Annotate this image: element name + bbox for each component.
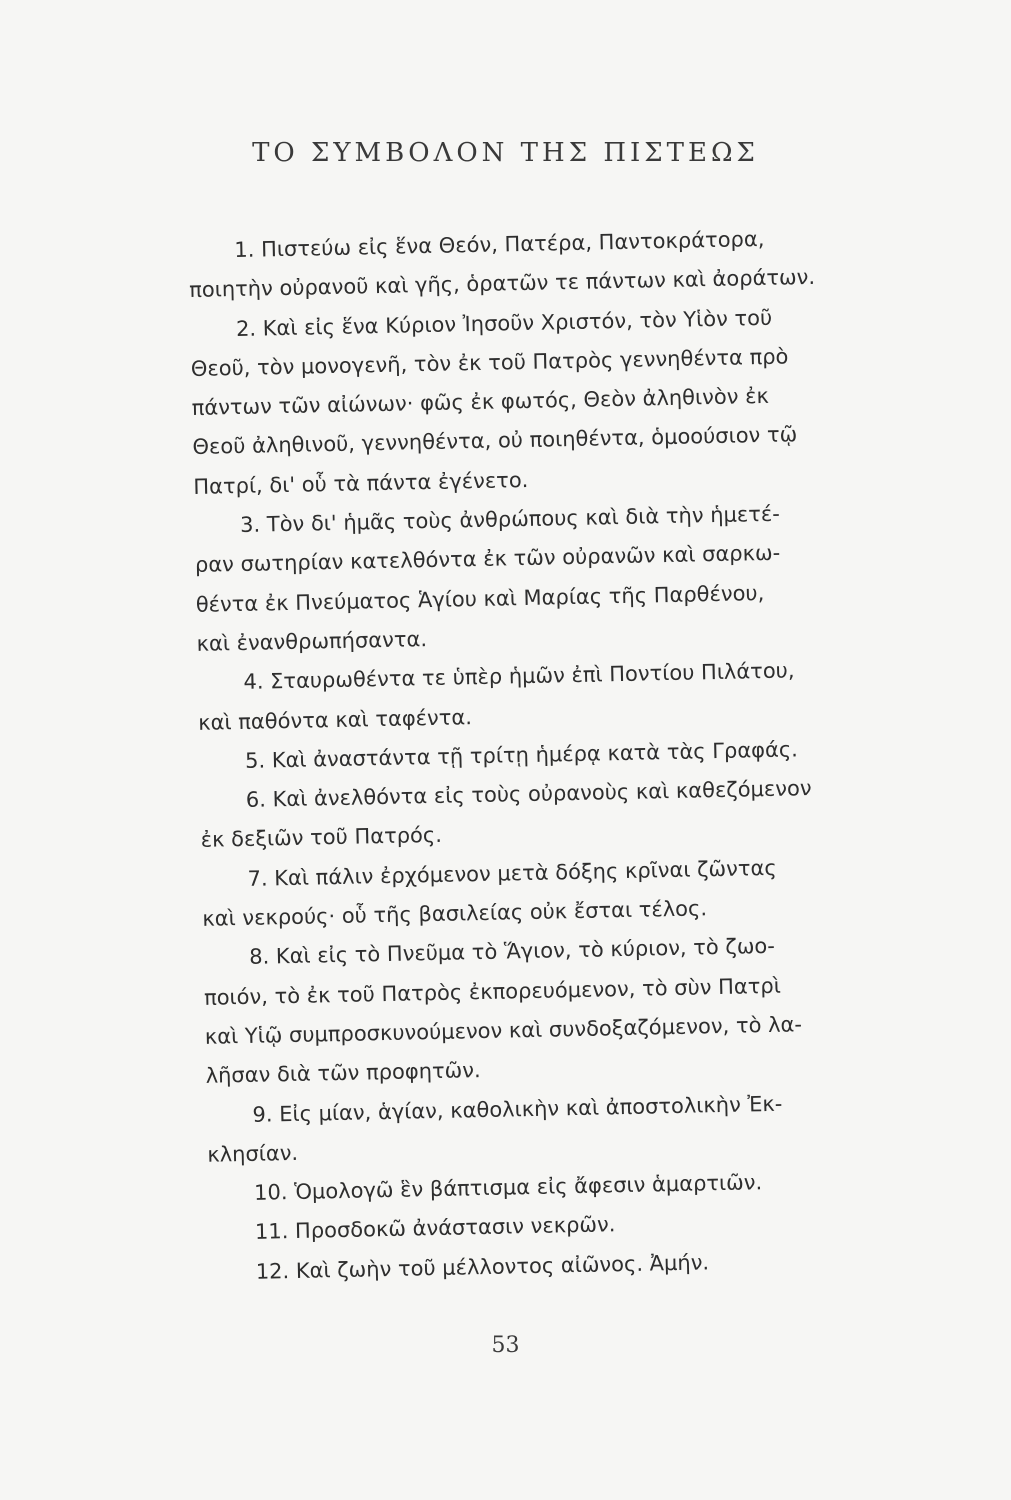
- text-line: λῆσαν διὰ τῶν προφητῶν.: [205, 1058, 481, 1089]
- text-line: ποιητὴν οὐρανοῦ καὶ γῆς, ὁρατῶν τε πάντων καὶ ἀοράτων.: [188, 265, 816, 303]
- page-number: 53: [491, 1333, 520, 1358]
- text-line: 2. Καὶ εἰς ἕνα Κύριον Ἰησοῦν Χριστόν, τὸν Υἱὸν τοῦ: [235, 305, 773, 341]
- text-line: 4. Σταυρωθέντα τε ὑπὲρ ἡμῶν ἐπὶ Ποντίου Πιλάτου,: [243, 658, 795, 695]
- text-line: θέντα ἐκ Πνεύματος Ἁγίου καὶ Μαρίας τῆς Παρθένου,: [195, 580, 765, 617]
- text-line: Θεοῦ ἀληθινοῦ, γεννηθέντα, οὐ ποιηθέντα, ὁμοούσιον τῷ: [192, 422, 798, 460]
- text-line: ραν σωτηρίαν κατελθόντα ἐκ τῶν οὐρανῶν καὶ σαρκω-: [194, 541, 781, 578]
- text-line: καὶ Υἱῷ συμπροσκυνούμενον καὶ συνδοξαζόμενον, τὸ λα-: [204, 1012, 803, 1049]
- text-line: κλησίαν.: [207, 1140, 299, 1167]
- text-line: 10. Ὁμολογῶ ἓν βάπτισμα εἰς ἄφεσιν ἁμαρτιῶν.: [253, 1170, 763, 1205]
- text-line: 12. Καὶ ζωὴν τοῦ μέλλοντος αἰῶνος. Ἀμήν.: [255, 1250, 710, 1284]
- text-line: 6. Καὶ ἀνελθόντα εἰς τοὺς οὐρανοὺς καὶ καθεζόμενον: [245, 776, 812, 813]
- text-line: Πατρί, δι' οὗ τὰ πάντα ἐγένετο.: [193, 467, 529, 499]
- text-line: 7. Καὶ πάλιν ἐρχόμενον μετὰ δόξης κρῖναι ζῶντας: [247, 855, 777, 891]
- text-line: 11. Προσδοκῶ ἀνάστασιν νεκρῶν.: [254, 1212, 616, 1245]
- text-line: πάντων τῶν αἰώνων· φῶς ἐκ φωτός, Θεὸν ἀληθινὸν ἐκ: [191, 384, 770, 421]
- text-line: ποιόν, τὸ ἐκ τοῦ Πατρὸς ἐκπορευόμενον, τὸ σὺν Πατρὶ: [203, 973, 782, 1010]
- text-line: 8. Καὶ εἰς τὸ Πνεῦμα τὸ Ἅγιον, τὸ κύριον, τὸ ζωο-: [248, 934, 776, 970]
- text-line: καὶ παθόντα καὶ ταφέντα.: [198, 704, 473, 735]
- text-line: ἐκ δεξιῶν τοῦ Πατρός.: [200, 823, 443, 853]
- creed-text: [188, 218, 870, 1293]
- text-line: καὶ νεκρούς· οὗ τῆς βασιλείας οὐκ ἔσται τέλος.: [202, 896, 708, 931]
- text-line: 9. Εἰς μίαν, ἁγίαν, καθολικὴν καὶ ἀποστολικὴν Ἐκ-: [252, 1091, 783, 1127]
- text-line: καὶ ἐνανθρωπήσαντα.: [196, 627, 428, 656]
- text-line: 3. Τὸν δι' ἡμᾶς τοὺς ἀνθρώπους καὶ διὰ τὴν ἡμετέ-: [239, 501, 781, 538]
- text-line: 1. Πιστεύω εἰς ἕνα Θεόν, Πατέρα, Παντοκράτορα,: [234, 226, 765, 263]
- text-line: 5. Καὶ ἀναστάντα τῇ τρίτῃ ἡμέρᾳ κατὰ τὰς Γραφάς.: [244, 737, 799, 773]
- page-title: ΤΟ ΣΥΜΒΟΛΟΝ ΤΗΣ ΠΙΣΤΕΩΣ: [252, 138, 759, 168]
- text-line: Θεοῦ, τὸν μονογενῆ, τὸν ἐκ τοῦ Πατρὸς γεννηθέντα πρὸ: [190, 344, 789, 381]
